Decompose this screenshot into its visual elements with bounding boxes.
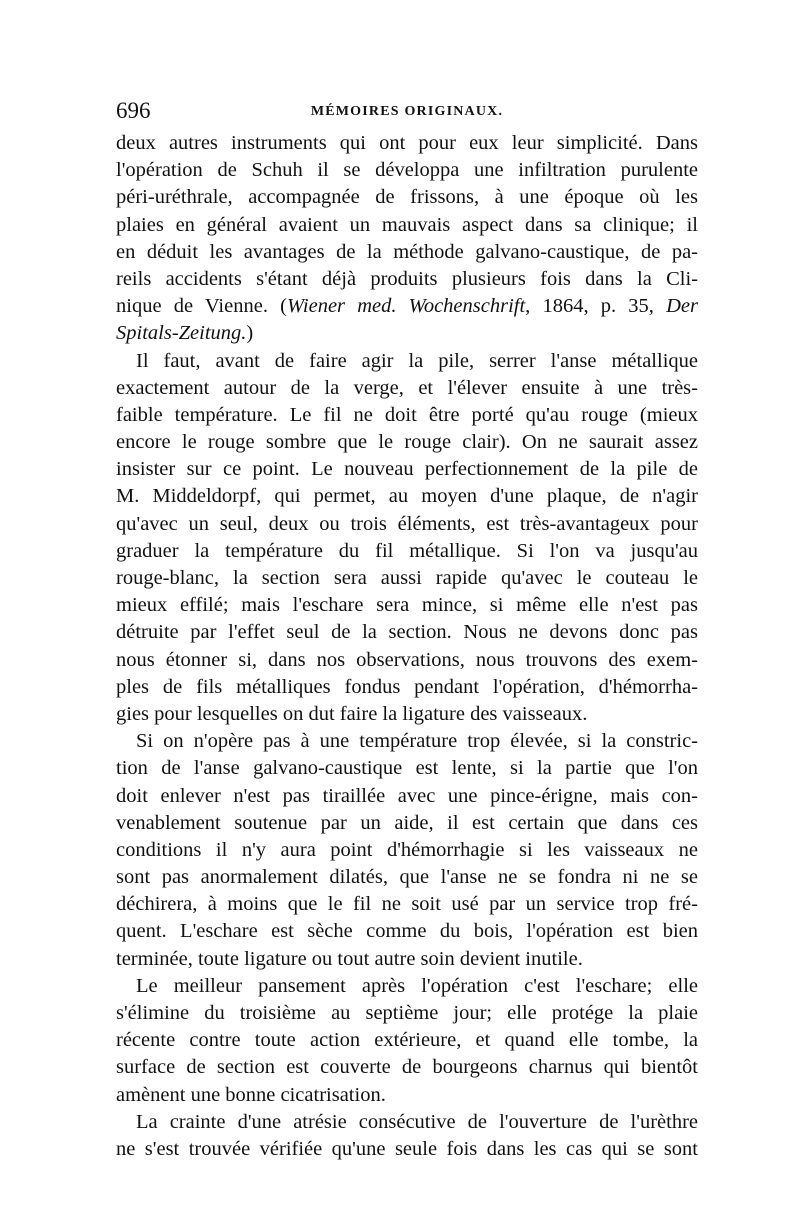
text-line: mieux effilé; mais l'eschare sera mince, si même elle n'est pas — [116, 594, 698, 617]
text-line: ne s'est trouvée vérifiée qu'une seule fois dans les cas qui se sont — [116, 1137, 698, 1160]
citation-details: , 1864, p. 35, — [525, 295, 667, 318]
text-line: l'opération de Schuh il se développa une infiltration purulente — [116, 159, 698, 182]
text-line: faible température. Le fil ne doit être porté qu'au rouge (mieux — [116, 403, 698, 426]
journal-title-2-start: Der — [666, 295, 698, 318]
text-line: en déduit les avantages de la méthode galvano-caustique, de pa- — [116, 240, 698, 263]
text-line: Il faut, avant de faire agir la pile, serrer l'anse métallique — [136, 349, 698, 372]
text-line: nous étonner si, dans nos observations, nous trouvons des exem- — [116, 648, 698, 671]
citation-lead: nique de Vienne. ( — [116, 295, 287, 318]
citation-close: ) — [246, 322, 254, 345]
body-text — [116, 130, 698, 1163]
text-line: venablement soutenue par un aide, il est certain que dans ces — [116, 811, 698, 834]
text-line: Si on n'opère pas à une température trop élevée, si la constric- — [136, 730, 698, 753]
text-line: conditions il n'y aura point d'hémorrhagie si les vaisseaux ne — [116, 838, 698, 861]
text-line: récente contre toute action extérieure, et quand elle tombe, la — [116, 1029, 698, 1052]
text-line: tion de l'anse galvano-caustique est lente, si la partie que l'on — [116, 757, 698, 780]
text-line: M. Middeldorpf, qui permet, au moyen d'une plaque, de n'agir — [116, 485, 698, 508]
text-line: s'élimine du troisième au septième jour; elle protége la plaie — [116, 1002, 698, 1024]
text-line: déchirera, à moins que le fil ne soit usé par un service trop fré- — [116, 893, 698, 916]
text-line: quent. L'eschare est sèche comme du bois, l'opération est bien — [116, 920, 698, 943]
page-number: 696 — [116, 98, 151, 123]
text-line: rouge-blanc, la section sera aussi rapide qu'avec le couteau le — [116, 567, 698, 589]
text-line: ples de fils métalliques fondus pendant l'opération, d'hémorrha- — [116, 675, 698, 698]
text-line: qu'avec un seul, deux ou trois éléments, est très-avantageux pour — [116, 512, 698, 535]
text-line: La crainte d'une atrésie consécutive de l'ouverture de l'urèthre — [136, 1110, 698, 1133]
text-line: gies pour lesquelles on dut faire la ligature des vaisseaux. — [116, 702, 588, 725]
text-line: péri-uréthrale, accompagnée de frissons, à une époque où les — [116, 186, 698, 209]
page-header — [116, 96, 698, 126]
text-line: insister sur ce point. Le nouveau perfectionnement de la pile de — [116, 458, 698, 481]
text-line: encore le rouge sombre que le rouge clair). On ne saurait assez — [116, 431, 698, 454]
text-line: détruite par l'effet seul de la section. Nous ne devons donc pas — [116, 621, 698, 644]
text-line: terminée, toute ligature ou tout autre soin devient inutile. — [116, 947, 583, 970]
journal-title-2-end: Spitals-Zeitung. — [116, 322, 247, 345]
text-line: doit enlever n'est pas tiraillée avec une pince-érigne, mais con- — [116, 784, 698, 807]
text-line: sont pas anormalement dilatés, que l'anse ne se fondra ni ne se — [116, 866, 698, 889]
text-line — [116, 320, 698, 347]
text-line: amènent une bonne cicatrisation. — [116, 1083, 386, 1106]
text-line: deux autres instruments qui ont pour eux leur simplicité. Dans — [116, 132, 698, 154]
running-title: MÉMOIRES ORIGINAUX. — [310, 104, 504, 119]
text-line: reils accidents s'étant déjà produits plusieurs fois dans la Cli- — [116, 267, 698, 290]
text-line: plaies en général avaient un mauvais aspect dans sa clinique; il — [116, 213, 698, 236]
text-line: surface de section est couverte de bourgeons charnus qui bientôt — [116, 1056, 698, 1079]
text-line: exactement autour de la verge, et l'élever ensuite à une très- — [116, 376, 698, 399]
text-line: graduer la température du fil métallique. Si l'on va jusqu'au — [116, 539, 698, 562]
text-line — [116, 293, 698, 320]
journal-title: Wiener med. Wochenschrift — [286, 295, 526, 318]
text-line: Le meilleur pansement après l'opération c'est l'eschare; elle — [136, 974, 698, 997]
